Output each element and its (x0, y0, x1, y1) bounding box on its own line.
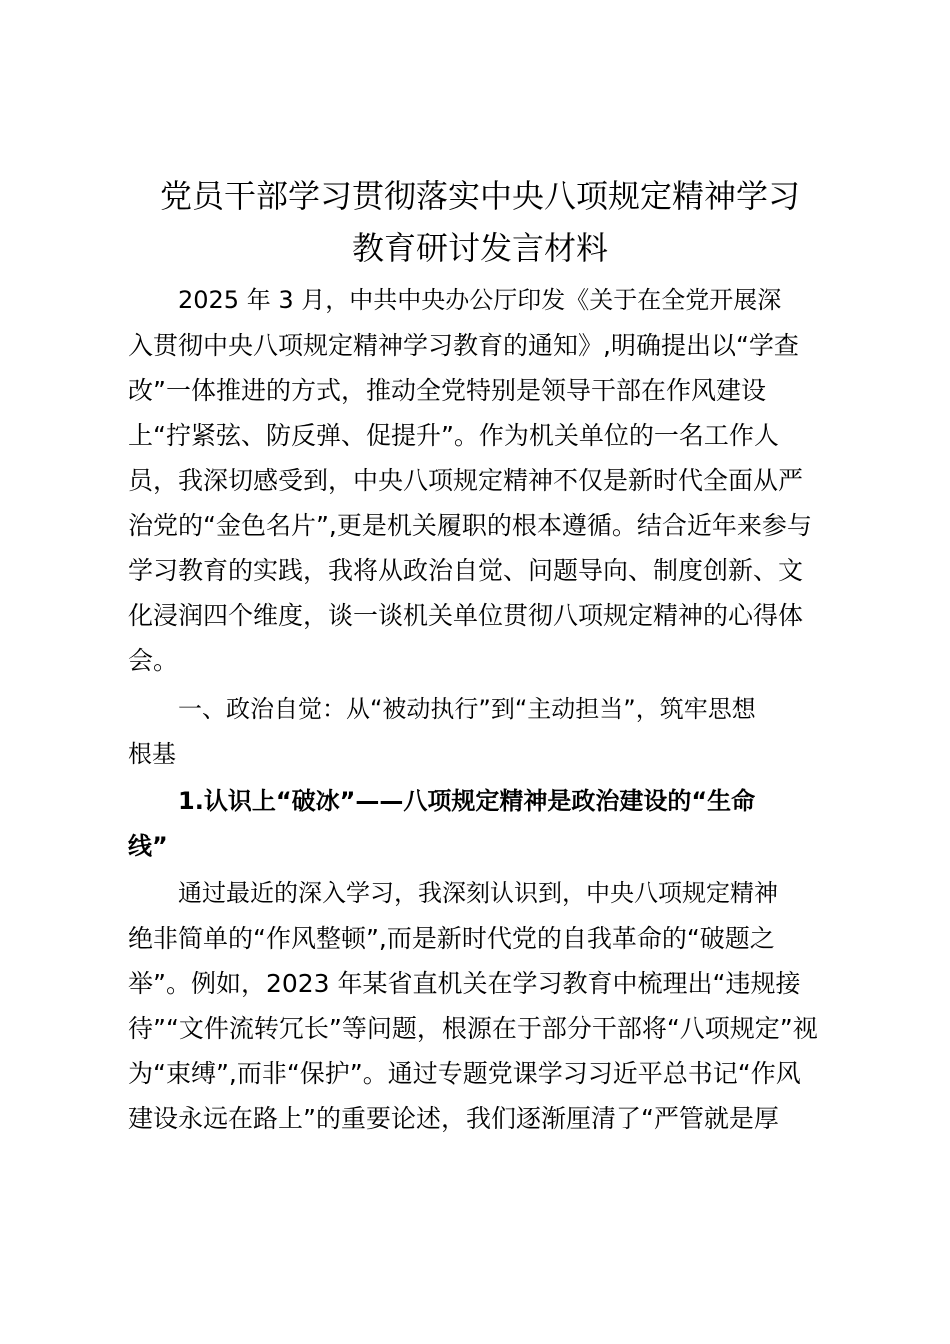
intro-line-2: 入贯彻中央八项规定精神学习教育的通知》,明确提出以“学查 (128, 331, 799, 360)
body-line-5: 为“束缚”,而非“保护”。通过专题党课学习习近平总书记“作风 (128, 1059, 801, 1088)
body-line-4: 待”“文件流转冗长”等问题，根源在于部分干部将“八项规定”视 (128, 1014, 818, 1043)
intro-line-3: 改”一体推进的方式，推动全党特别是领导干部在作风建设 (128, 376, 766, 405)
intro-line-8: 化浸润四个维度，谈一谈机关单位贯彻八项规定精神的心得体 (128, 601, 804, 630)
body-line-6: 建设永远在路上”的重要论述，我们逐渐厘清了“严管就是厚 (128, 1104, 779, 1133)
intro-line-1: 2025 年 3 月，中共中央办公厅印发《关于在全党开展深 (178, 286, 782, 314)
heading1-line-1: 一、政治自觉：从“被动执行”到“主动担当”，筑牢思想 (178, 695, 756, 723)
title-line-1: 党员干部学习贯彻落实中央八项规定精神学习 (159, 177, 800, 215)
intro-line-5: 员，我深切感受到，中央八项规定精神不仅是新时代全面从严 (128, 466, 804, 495)
intro-paragraph (128, 278, 832, 683)
intro-line-6: 治党的“金色名片”,更是机关履职的根本遵循。结合近年来参与 (128, 511, 812, 540)
heading2-line-1: 1.认识上“破冰”——八项规定精神是政治建设的“生命 (178, 787, 756, 815)
heading1-line-2: 根基 (128, 740, 176, 768)
body-line-2: 绝非简单的“作风整顿”,而是新时代党的自我革命的“破题之 (128, 924, 775, 953)
document-page (128, 170, 832, 1141)
body-paragraph (128, 871, 832, 1141)
section-heading-1 (128, 687, 832, 777)
heading2-line-2: 线” (128, 832, 168, 860)
subsection-heading-1 (128, 779, 832, 869)
document-title (128, 170, 832, 274)
body-line-3: 举”。例如，2023 年某省直机关在学习教育中梳理出“违规接 (128, 969, 801, 998)
intro-line-9: 会。 (128, 646, 179, 675)
intro-line-7: 学习教育的实践，我将从政治自觉、问题导向、制度创新、文 (128, 556, 804, 585)
intro-line-4: 上“拧紧弦、防反弹、促提升”。作为机关单位的一名工作人 (128, 421, 779, 450)
body-line-1: 通过最近的深入学习，我深刻认识到，中央八项规定精神 (178, 879, 778, 907)
title-line-2: 教育研讨发言材料 (351, 229, 608, 267)
